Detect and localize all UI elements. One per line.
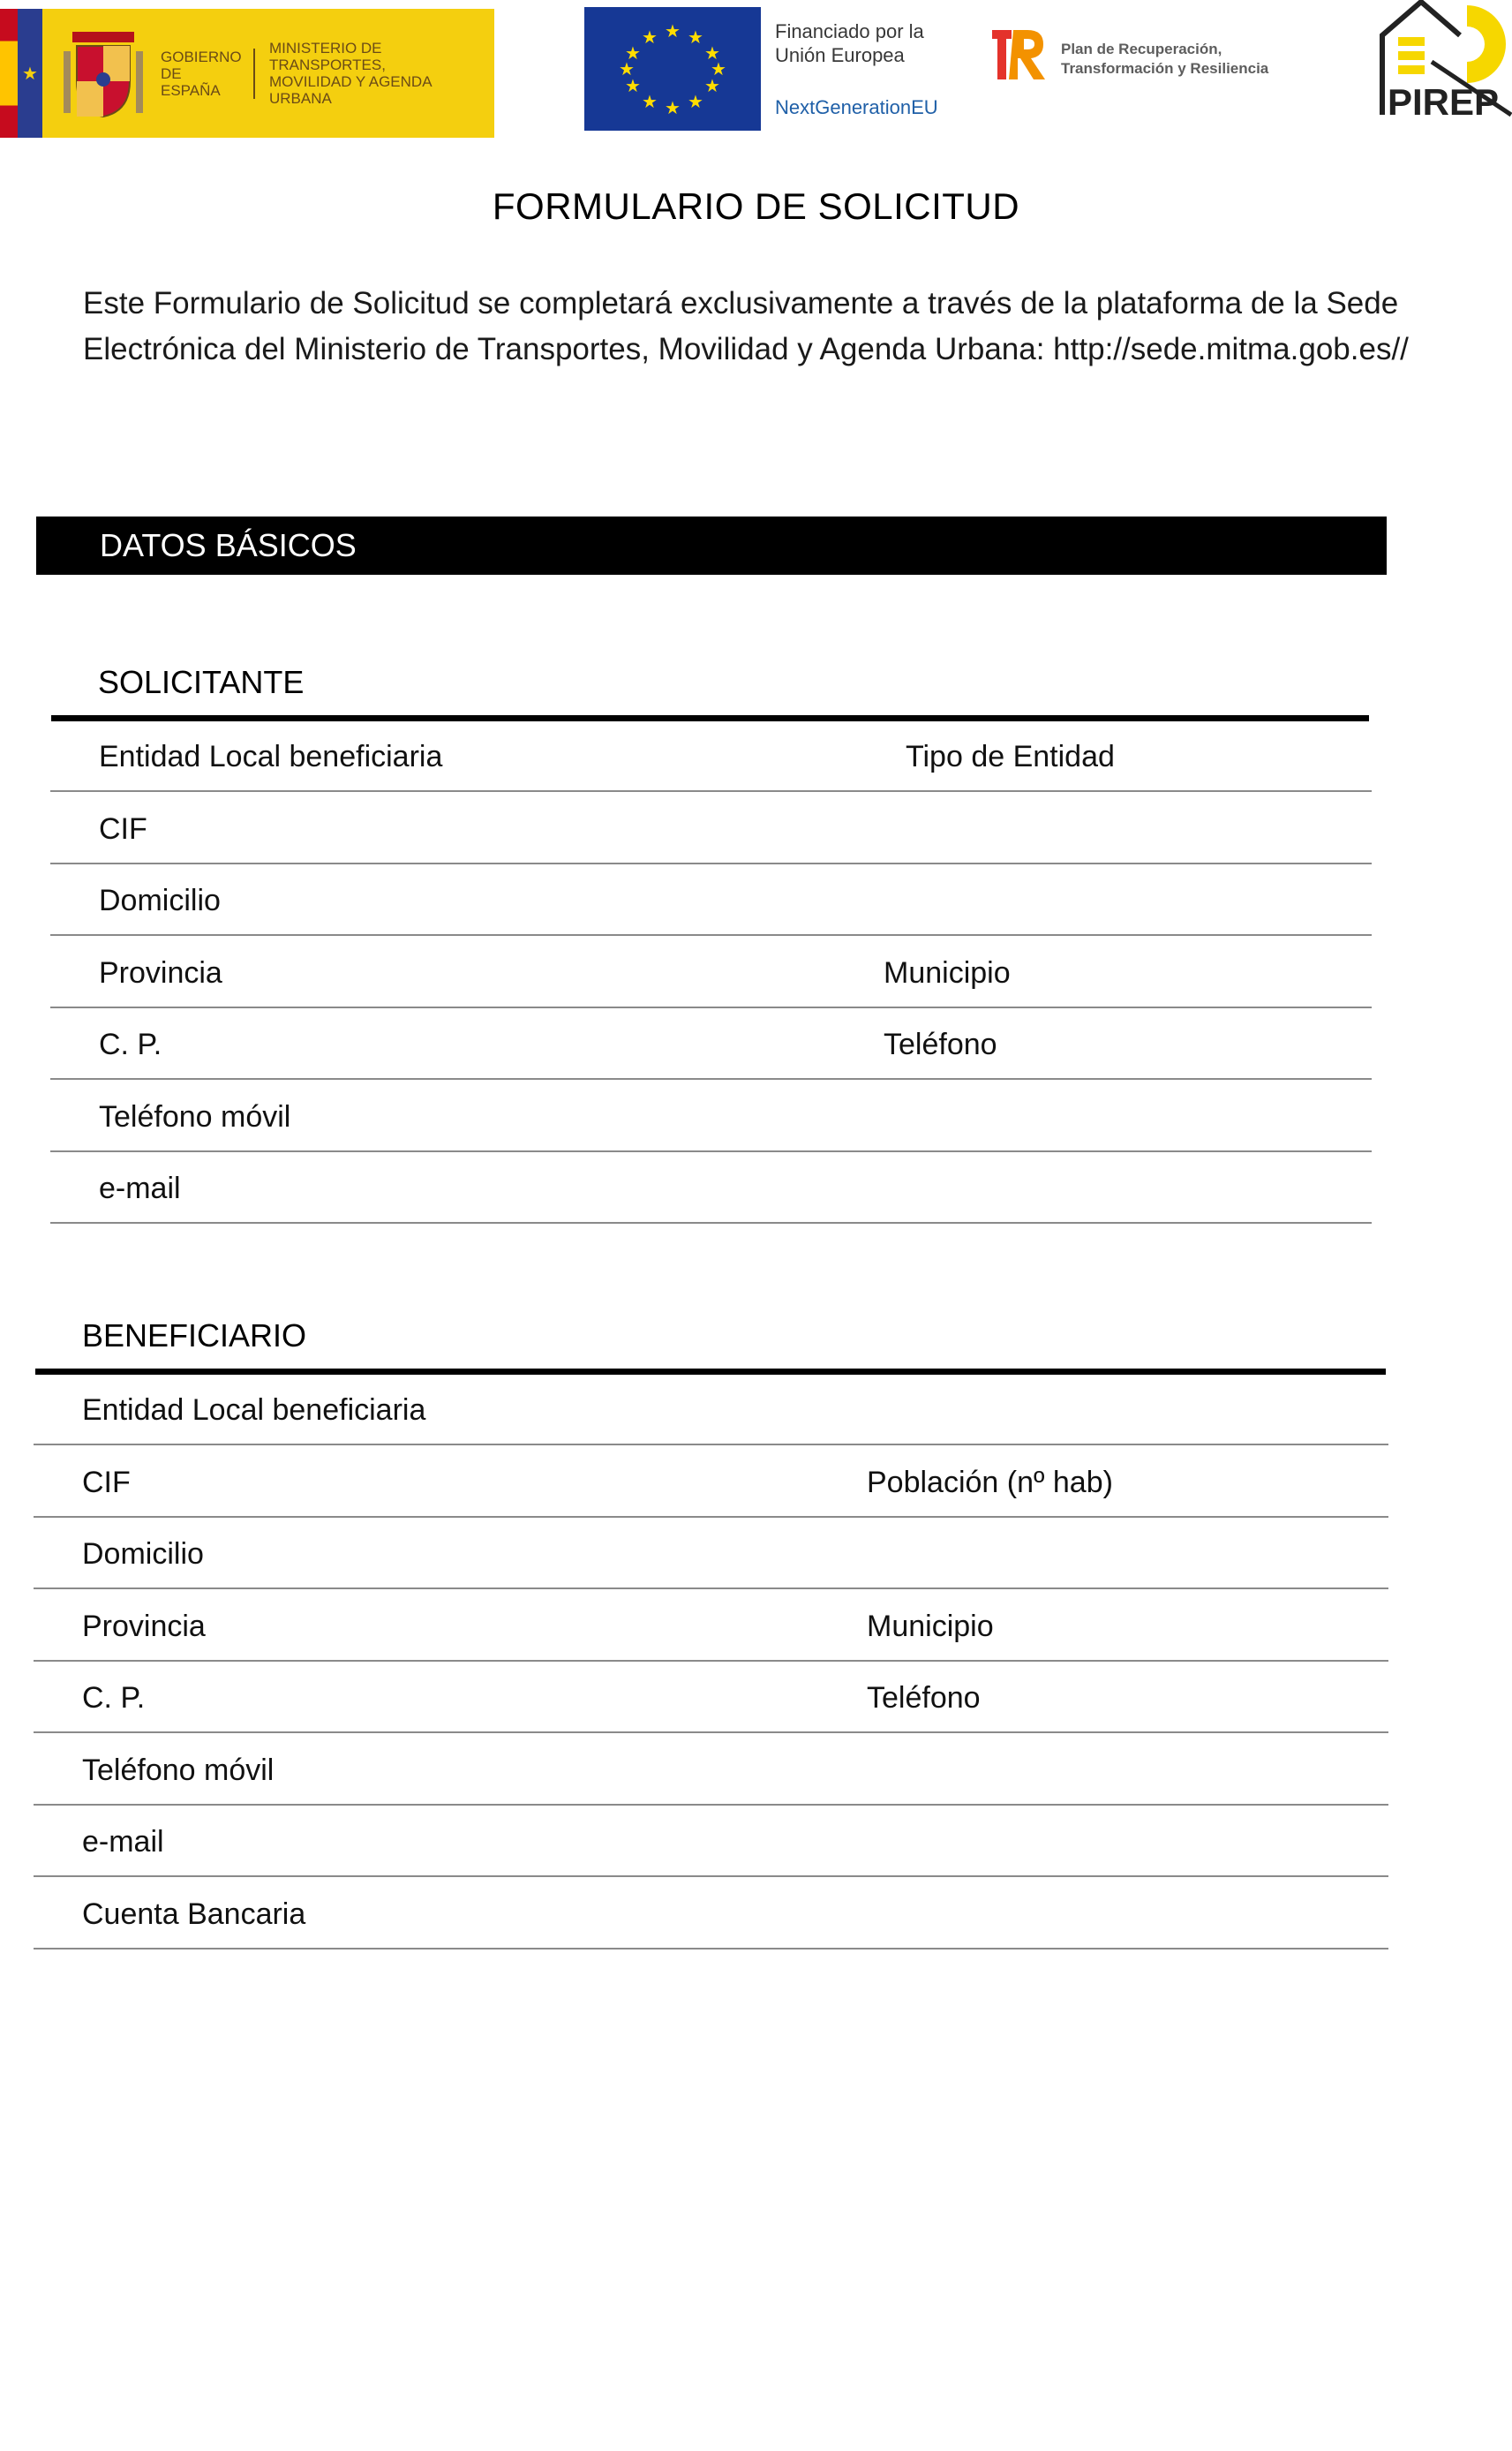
beneficiario-row-provincia [34,1592,1388,1662]
field-label: Teléfono [867,1681,981,1715]
beneficiario-row-domicilio [34,1520,1388,1589]
solicitante-row-cp [50,1010,1372,1080]
field-label: e-mail [82,1825,164,1859]
solicitante-row-provincia [50,939,1372,1008]
eu-line-2: Unión Europea [775,44,905,66]
field-label: Población (nº hab) [867,1466,1113,1499]
beneficiario-row-email [34,1807,1388,1877]
svg-text:★: ★ [665,97,681,118]
beneficiario-heading: BENEFICIARIO [82,1317,307,1354]
svg-text:★: ★ [665,20,681,41]
solicitante-row-email [50,1154,1372,1224]
field-label: Municipio [867,1610,994,1643]
prtr-line-1: Plan de Recuperación, [1061,41,1222,57]
eu-line-1: Financiado por la [775,20,924,42]
prtr-logo [992,26,1268,81]
field-label: Municipio [884,956,1011,990]
intro-paragraph: Este Formulario de Solicitud se completará exclusivamente a través de la plataforma de la Sede Electrónica del Ministerio de Transportes, Movilidad y Agenda Urbana: http://sede.mitma.gob.es// [83,286,1409,366]
field-label: e-mail [99,1172,181,1205]
field-label: Provincia [82,1610,206,1643]
svg-text:★: ★ [642,26,658,48]
next-generation-eu: NextGenerationEU [775,96,938,118]
beneficiario-row-cuenta [34,1880,1388,1949]
svg-text:★: ★ [625,75,641,96]
gobierno-ministerio-logo [0,9,494,138]
pirep-wordmark: PIREP [1388,81,1500,123]
field-label: Teléfono móvil [99,1100,291,1134]
ministerio-label: MINISTERIO DE TRANSPORTES, MOVILIDAD Y AGENDA URBANA [269,40,432,107]
field-label: Teléfono móvil [82,1753,275,1787]
spain-flag-stripe [0,9,18,138]
svg-text:★: ★ [711,58,726,79]
field-label: Domicilio [99,884,221,917]
field-label: Cuenta Bancaria [82,1897,306,1931]
svg-text:★: ★ [688,26,703,48]
page-title: FORMULARIO DE SOLICITUD [492,185,1020,227]
svg-text:★: ★ [642,91,658,112]
solicitante-row-entidad [50,722,1372,792]
solicitante-rule [51,715,1369,721]
field-label: Entidad Local beneficiaria [82,1393,426,1427]
svg-text:★: ★ [625,42,641,64]
beneficiario-row-cif [34,1448,1388,1518]
prtr-line-2: Transformación y Resiliencia [1061,60,1269,77]
beneficiario-row-movil [34,1736,1388,1806]
field-label: Tipo de Entidad [906,740,1115,773]
pirep-logo [1379,0,1512,124]
svg-text:★: ★ [619,58,635,79]
coat-of-arms-icon [64,25,143,122]
solicitante-row-movil [50,1082,1372,1152]
svg-text:★: ★ [704,42,720,64]
field-label: C. P. [82,1681,146,1715]
eu-flag-stripe: ★ [18,9,42,138]
gobierno-label: GOBIERNO DE ESPAÑA [161,49,255,99]
beneficiario-row-entidad [34,1376,1388,1445]
field-label: CIF [82,1466,131,1499]
beneficiario-rule [35,1369,1386,1375]
field-label: C. P. [99,1028,162,1061]
solicitante-row-domicilio [50,866,1372,936]
field-label: Provincia [99,956,222,990]
svg-text:★: ★ [688,91,703,112]
prtr-text [1061,40,1268,79]
solicitante-row-cif [50,795,1372,864]
svg-text:★: ★ [704,75,720,96]
beneficiario-row-cp [34,1663,1388,1733]
field-label: Teléfono [884,1028,997,1061]
eu-stars-icon [584,7,761,131]
field-label: Entidad Local beneficiaria [99,740,443,773]
datos-basicos-bar: DATOS BÁSICOS [36,517,1387,575]
solicitante-heading: SOLICITANTE [98,664,305,700]
field-label: CIF [99,812,147,846]
eu-funding-text [761,7,938,131]
eu-funding-logo [584,7,950,131]
field-label: Domicilio [82,1537,204,1571]
prtr-mark-icon [992,26,1045,81]
